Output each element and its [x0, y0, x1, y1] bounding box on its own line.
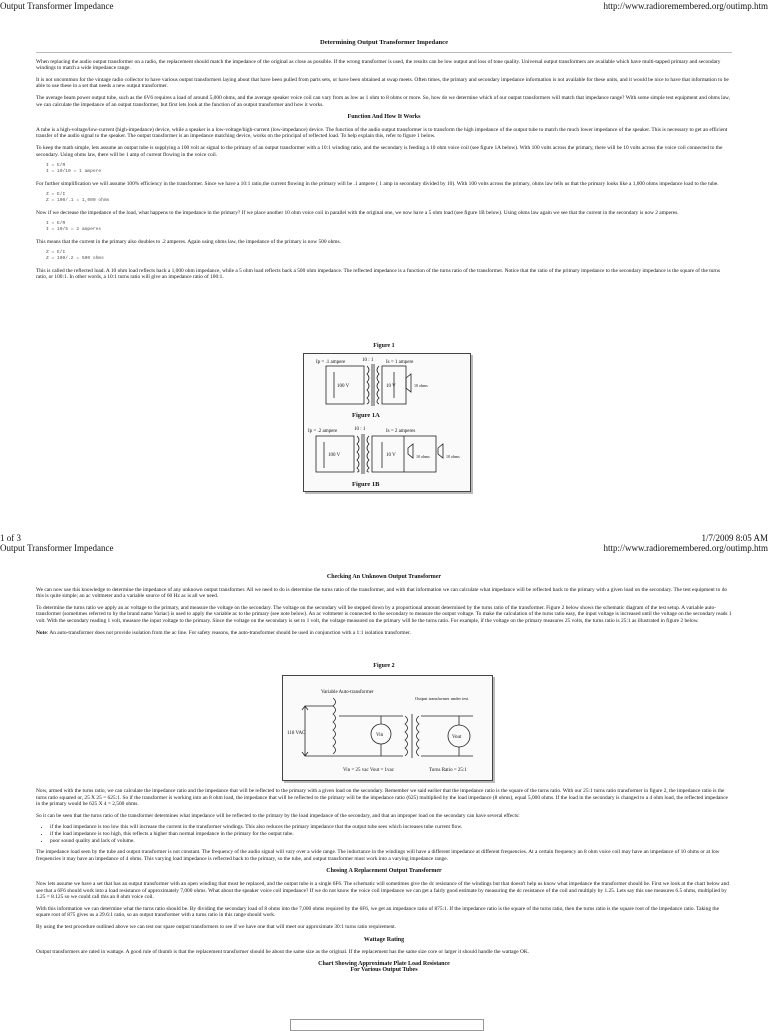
formula-block: I = E/R I = 10/10 = 1 ampere	[46, 163, 102, 175]
header-url[interactable]: http://www.radioremembered.org/outimp.htm	[603, 1, 768, 11]
fig1b-ratio-label: 10 : 1	[354, 427, 366, 432]
fig1b-v2-label: 10 V	[386, 453, 396, 458]
figure-2-caption: Figure 2	[373, 663, 395, 669]
list-item: • if the load impedance is too low this will increase the current in the transformer windings. This also reduces the primary impedance that the output tube sees which increases tube current flow.	[50, 824, 732, 831]
paragraph: This is called the reflected load. A 10 ohm load reflects back a 1,000 ohm impedance, while a 5 ohm load reflects back a 500 ohm impedance. The reflected impedance is a function of the turns ratio of the transformer. Notice that the ratio of the primary impedance to the secondary impedance is the square of the turns ratio, or 100:1. In other words, a 10:1 turns ratio will give an impedance ratio of 100:1.	[36, 267, 720, 281]
effects-list	[36, 824, 732, 844]
note-paragraph: Note: An auto-transformer does not provide isolation from the ac line. For safety reasons, the auto-transformer should be used in conjunction with a 1:1 isolation transformer.	[36, 629, 411, 636]
intro-paragraph: When replacing the audio output transformer on a radio, the replacement should match the impedance of the original as close as possible. If the wrong transformer is used, the results can be low output and loss of tone quality. Universal output transformers are available which have multi-tapped primary and secondary windings to match a wide impedance range.	[36, 58, 721, 72]
variac-label: Variable Auto-transformer	[321, 690, 374, 695]
paragraph: This means that the current in the primary also doubles to .2 amperes. Again using ohms law, the impedance of the primary is now 500 ohms.	[36, 238, 341, 245]
fig1b-is-label: Is = 2 amperes	[386, 429, 416, 434]
section-heading: Checking An Unknown Output Transformer	[326, 574, 442, 580]
figure-1-caption: Figure 1	[373, 343, 395, 349]
paragraph: For further simplification we will assume 100% efficiency in the transformer. Since we have a 10:1 ratio,the current flowing in the primary will be .1 ampere ( 1 amp in secondary divided by 10). With 100 volts across the primary, ohms law tells us that the primary looks like a 1,000 ohms impedance load to the tube.	[36, 180, 719, 187]
paragraph: Now lets assume we have a set that has an output transformer with an open winding that must be replaced, and the output tube is a single 6F6. The schematic will sometimes give the dc resistance of the windings but that doesn't help us know what impedance the transformer should be. First we look at the chart below and see that a 6F6 should work into a load resistance of approximately 7,000 ohms. What about the speaker voice coil impedance? If we do not know the voice coil impedance we can get a fairly good estimate by measuring the dc resistance of the coil and multiply by 1.25. Lets say this one measures 6.5 ohms, multiplied by 1.25 = 8.125 so we could call this an 8 ohm voice coil.	[36, 880, 729, 901]
footer-page-number: 1 of 3	[0, 533, 21, 543]
ac-voltage-label: 118 VAC	[287, 731, 306, 736]
vout-label: Vout	[452, 735, 462, 740]
figure-1-svg	[304, 354, 470, 491]
section-heading: Chosing A Replacement Output Transformer	[326, 868, 442, 875]
paragraph: Now if we decrease the impedance of the load, what happens to the impedance in the primary? If we place another 10 ohm voice coil in parallel with the original one, we now have a 5 ohm load (see figure 1B below). Using ohms law again we see that the current in the secondary is now 2 amperes.	[36, 209, 679, 216]
figure-2-diagram	[282, 675, 493, 781]
header-title: Output Transformer Impedance	[0, 1, 114, 11]
paragraph: By using the test procedure outlined above we can test our spare output transformers to see if we have one that will meet our approximate 30:1 turns ratio requirement.	[36, 923, 397, 930]
vin-label: Vin	[376, 733, 384, 738]
paragraph: To keep the math simple, lets assume an output tube is supplying a 100 volt ac signal to the primary of an output transformer with a 10:1 winding ratio, and the secondary is feeding a 10 ohm voice coil (see figure 1A below). With 100 volts across the primary, there will be 10 volts across the voice coil connected to the secondary. Using ohms law, there will be 1 amp of current flowing in the voice coil.	[36, 144, 723, 158]
plate-load-table	[290, 1019, 484, 1031]
paragraph: With this information we can determine what the turns ratio should be. By dividing the secondary load of 8 ohms into the 7,000 ohms required by the 6F6, we get an impedance ratio of 875:1. If the impedance ratio is the square of the turns ratio, then the turns ratio is the square root of the impedance ratio. Taking the square root of 875 gives us a 29.6:1 ratio, so an output transformer with a turns ratio in this range should work.	[36, 905, 719, 919]
list-item: • if the load impedance is too high, this reflects a higher than normal impedance in the primary for the output tube.	[50, 831, 732, 838]
title-divider	[36, 52, 732, 53]
fig1b-v1-label: 100 V	[328, 453, 341, 458]
fig1a-ip-label: Ip = .1 ampere	[316, 360, 346, 365]
page-1-content	[36, 40, 732, 286]
turns-ratio-label: Turns Ratio = 25:1	[429, 768, 467, 773]
formula-block: Z = E/I Z = 100/.2 = 500 ohms	[46, 250, 104, 262]
section-heading: Wattage Rating	[363, 936, 405, 943]
paragraph: A tube is a high-voltage/low-current (high-impedance) device, while a speaker is a low-voltage/high-current (low-impedance) device. The function of the audio output transformer is to transform the high impedance of the output tube to match the much lower impedance of the speaker. This is necessary to get an efficient transfer of the audio signal to the speaker. The output transformer is an impedance matching device, works on the principal of reflected load. To help explain this, refer to figure 1 below.	[36, 126, 728, 140]
paragraph: We can now use this knowledge to determine the impedance of any unknown output transformer. All we need to do is determine the turns ratio of the transformer, and with that information we can calculate what impedance will be reflected back to the primary with a given load on the secondary. The test equipment to do this is quite simple; an ac voltmeter and a variable source of 60 Hz ac is all we need.	[36, 586, 728, 600]
fig1a-v2-label: 10 V	[386, 384, 396, 389]
page-title: Determining Output Transformer Impedance	[319, 39, 449, 46]
fig1a-v1-label: 100 V	[337, 384, 350, 389]
formula-block: Z = E/I Z = 100/.1 = 1,000 ohms	[46, 192, 110, 204]
intro-paragraph: The average beam power output tube, such as the 6V6 requires a load of around 5,000 ohms, and the average speaker voice coil can vary from as low as 1 ohm to 8 ohms or more. So, how do we determine which of our output transformers will match that impedance range? With some simple test equipment and ohms law, we can calculate the impedance of an output transformer, but first lets look at the function of an output transformer and how it works.	[36, 94, 730, 108]
fig1a-is-label: Is = 1 ampere	[386, 360, 414, 365]
fig1a-ratio-label: 10 : 1	[362, 358, 374, 363]
figure-1b-label: Figure 1B	[352, 481, 380, 488]
list-item: • poor sound quality and lack of volume.	[50, 838, 732, 845]
figure-2-svg	[283, 676, 492, 780]
intro-paragraph: It is not uncommon for the vintage radio collector to have various output transformers laying about that have been pulled from parts sets, or have been obtained at swap meets. Often times, the primary and secondary impedance information is not available for these units, and it would be nice to have that information to be able to use these in a set that needs a new output transformer.	[36, 76, 729, 90]
figure-1-diagram	[303, 353, 471, 492]
paragraph: Output transformers are rated in wattage. A good rule of thumb is that the replacement transformer should be about the same size as the original. If the replacement has the same size core or larger it should handle the wattage OK.	[36, 949, 530, 956]
page-header-2	[0, 542, 768, 554]
fig1b-load2-label: 10 ohms	[446, 454, 460, 459]
paragraph: Now, armed with the turns ratio, we can calculate the impedance ratio and the impedance that will be reflected to the primary with a given load on the secondary. Remember we said earlier that the impedance ratio is the square of the turns ratio. With our 25:1 turns ratio transformer in figure 2, the impedance ratio is the turns ratio squared or, 25 X 25 = 625:1. So if the transformer is working into an 8 ohm load, the impedance that will be reflected to the primary will be the impedance ratio (625) multiplied by the load impedance (8 ohms), equal 5,000 ohms. If the load in the secondary is changed to a 4 ohm load, the reflected impedance in the primary would be 625 X 4 = 2,500 ohms.	[36, 788, 728, 808]
variac-coil	[333, 698, 336, 754]
paragraph: The impedance load seen by the tube and output transformer is not constant. The frequency of the audio signal will vary over a wide range. The inductance in the windings will have a different impedance at different frequencies. At a certain frequency an 8 ohm voice coil may have an impedance of 10 ohms or at low frequencies it may have an impedance of 4 ohms. This varying load impedance is reflected back to the primary, so the tube, and output transformer must work into a varying impedance range.	[36, 849, 720, 862]
figure-1a-label: Figure 1A	[352, 412, 380, 419]
under-test-label: Output transformer under test	[415, 696, 469, 701]
footer-date: 1/7/2009 8:05 AM	[701, 533, 768, 543]
header-url[interactable]: http://www.radioremembered.org/outimp.htm	[603, 543, 768, 553]
section-heading: Function And How It Works	[347, 114, 421, 121]
header-title: Output Transformer Impedance	[0, 543, 114, 553]
chart-title: Chart Showing Approximate Plate Load Resistance For Various Output Tubes	[318, 960, 450, 974]
voltage-readout: Vin = 25 vac Vout = 1vac	[343, 768, 394, 773]
fig1a-load-label: 10 ohms	[414, 383, 428, 388]
fig1b-ip-label: Ip = .2 ampere	[308, 429, 338, 434]
page-2-content-upper	[36, 574, 732, 641]
page-header-1	[0, 0, 768, 12]
paragraph: To determine the turns ratio we apply an ac voltage to the primary, and measure the voltage on the secondary. The voltage on the secondary will be stepped down by a proportional amount determined by the turns ratio of the transformer. Figure 2 below shows the schematic diagram of the test setup. A variable auto-transformer (sometimes referred to by the brand name Variac) is used to apply the variable ac to the primary (see note below). An ac voltmeter is connected to the secondary to measure the output voltage. To make the calculation of the turns ratio easy, the input voltage is increased until the voltage on the secondary reads 1 volt. With the secondary reading 1 volt, measure the input voltage to the primary. Since the voltage on the secondary is set to 1 volt, the voltage measured on the primary will be the turns ratio. For example, if the voltage on the primary measures 25 volts, the turns ratio is 25:1 as illustrated in figure 2 below.	[36, 604, 732, 624]
fig1b-load1-label: 10 ohms	[416, 454, 430, 459]
formula-block: I = E/R I = 10/5 = 2 amperes	[46, 221, 102, 233]
paragraph: So it can be seen that the turns ratio of the transformer determines what impedance will be reflected to the primary by the load impedance of the secondary, and that an improper load on the secondary can have several effects:	[36, 812, 520, 819]
page-2-content-lower	[36, 788, 732, 974]
